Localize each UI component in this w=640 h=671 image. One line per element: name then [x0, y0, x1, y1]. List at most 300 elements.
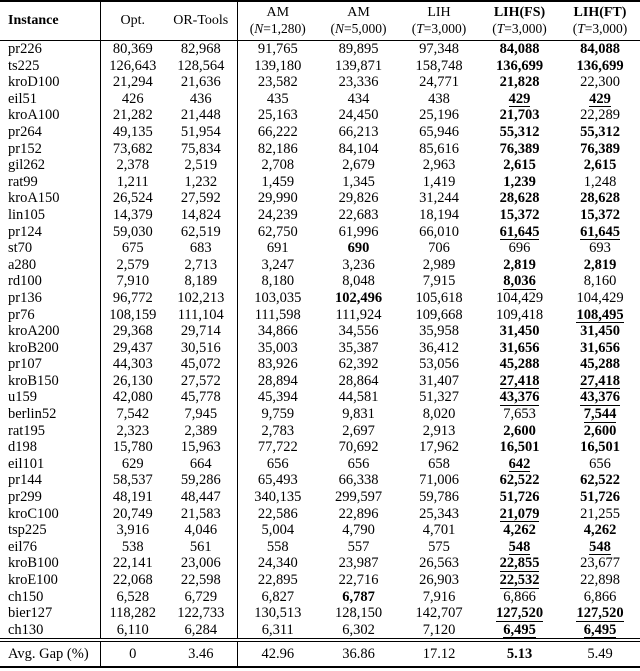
value: 17,962 [419, 439, 459, 456]
lih-fs-cell [479, 406, 560, 423]
value: 22,716 [338, 572, 379, 588]
am-n1280-cell [237, 522, 318, 539]
or-tools-cell [165, 273, 237, 290]
value: 118,282 [109, 605, 157, 622]
am-n5000-cell [318, 224, 399, 241]
value: 58,537 [112, 472, 153, 489]
or-tools-cell [165, 240, 237, 257]
value: 21,828 [499, 74, 540, 91]
am-n5000-cell [318, 74, 399, 91]
lih-ft-cell [560, 224, 640, 241]
value: 82,186 [257, 140, 298, 157]
value: 96,772 [112, 289, 153, 306]
value: 136,699 [495, 57, 544, 74]
opt-cell [100, 107, 165, 124]
value: 31,244 [419, 190, 459, 207]
table-row-pr144 [0, 472, 640, 489]
or-tools-cell [165, 141, 237, 158]
lih-cell [399, 207, 479, 224]
value: 2,989 [422, 256, 456, 273]
am-n1280-cell [237, 423, 318, 440]
value: 2,708 [261, 157, 295, 174]
table-row-gil262 [0, 157, 640, 174]
value: 8,048 [342, 273, 375, 290]
value: 21,703 [499, 107, 540, 124]
value: 7,945 [184, 406, 218, 423]
or-tools-cell [165, 589, 237, 606]
table-row-d198 [0, 439, 640, 456]
value: 29,714 [180, 323, 221, 340]
value: 127,520 [495, 605, 544, 622]
lih-cell [399, 622, 479, 639]
lih-cell [399, 240, 479, 257]
lih-ft-cell [560, 207, 640, 224]
value: 7,910 [116, 273, 150, 290]
am-n5000-cell [318, 307, 399, 324]
value: 9,831 [342, 406, 375, 423]
or-tools-cell [165, 506, 237, 523]
or-tools-cell [165, 472, 237, 489]
col-header-label: AM [266, 5, 290, 20]
or-tools-cell [165, 406, 237, 423]
value: 84,104 [338, 140, 379, 157]
opt-cell [100, 58, 165, 75]
table-row-rat195 [0, 423, 640, 440]
value: 97,348 [419, 41, 459, 57]
value: 6,284 [184, 621, 218, 638]
value: 22,895 [257, 572, 298, 588]
opt-cell [100, 141, 165, 158]
value: 27,592 [180, 190, 221, 207]
value: 4,701 [422, 522, 456, 539]
lih-cell [399, 356, 479, 373]
value: 28,894 [257, 372, 298, 389]
table-row-pr264 [0, 124, 640, 141]
value: 5.49 [587, 646, 613, 663]
instance-cell: kroB150 [0, 373, 100, 390]
instance-cell: pr124 [0, 224, 100, 241]
lih-cell [399, 340, 479, 357]
instance-cell: ch150 [0, 589, 100, 606]
col-header-param: (N=1,280) [249, 21, 306, 36]
value: 7,916 [422, 588, 456, 605]
am-n1280-cell [237, 257, 318, 274]
opt-cell [100, 124, 165, 141]
am-n5000-cell [318, 439, 399, 456]
value: 51,726 [499, 489, 540, 506]
value: 84,088 [499, 41, 540, 57]
instance-cell: pr152 [0, 141, 100, 158]
lih-cell [399, 406, 479, 423]
opt-cell [100, 489, 165, 506]
value: 9,759 [261, 406, 295, 423]
value: 664 [189, 455, 212, 472]
opt-cell [100, 207, 165, 224]
value: 21,282 [112, 107, 153, 124]
value: 29,368 [112, 323, 153, 340]
instance-cell: pr107 [0, 356, 100, 373]
col-header-label: LIH(FS) [493, 5, 546, 20]
table-row-kroB150 [0, 373, 640, 390]
value: 3,236 [342, 256, 375, 273]
table-row-eil51 [0, 91, 640, 108]
value: 1,232 [184, 173, 218, 190]
or-tools-cell [165, 157, 237, 174]
opt-cell [100, 307, 165, 324]
value: 548 [508, 538, 531, 555]
value: 55,312 [580, 123, 620, 140]
value: 22,586 [257, 505, 298, 522]
value: 103,035 [254, 289, 302, 306]
lih-ft-cell [560, 572, 640, 589]
value: 429 [508, 90, 531, 107]
value: 24,340 [257, 555, 298, 572]
lih-fs-cell [479, 389, 560, 406]
lih-fs-cell [479, 257, 560, 274]
am-n1280-cell [237, 174, 318, 191]
opt-cell [100, 589, 165, 606]
value: 62,392 [338, 356, 379, 373]
or-tools-cell [165, 439, 237, 456]
am-n5000-cell [318, 539, 399, 556]
am-n1280-cell [237, 555, 318, 572]
opt-cell [100, 389, 165, 406]
value: 557 [347, 538, 370, 555]
value: 36.86 [342, 646, 375, 663]
lih-fs-cell [479, 439, 560, 456]
lih-ft-cell [560, 356, 640, 373]
am-n1280-cell [237, 41, 318, 58]
instance-cell: pr144 [0, 472, 100, 489]
value: 122,733 [177, 605, 225, 622]
lih-ft-cell [560, 157, 640, 174]
lih-avg-gap-cell [399, 642, 479, 668]
value: 44,581 [338, 389, 379, 406]
instance-cell: kroC100 [0, 506, 100, 523]
value: 548 [589, 538, 611, 555]
value: 2,615 [583, 157, 617, 174]
col-header-label: AM [347, 5, 370, 20]
col-header-opt [100, 1, 165, 41]
or-tools-cell [165, 423, 237, 440]
value: 656 [266, 455, 289, 472]
value: 31,450 [580, 323, 620, 340]
table-footer [0, 639, 640, 668]
lih-ft-cell [560, 605, 640, 622]
col-header-am-n1280 [237, 1, 318, 41]
lih-cell [399, 107, 479, 124]
instance-cell: eil101 [0, 456, 100, 473]
value: 29,990 [257, 190, 298, 207]
lih-fs-cell [479, 224, 560, 241]
value: 109,668 [415, 306, 463, 323]
table-row-eil76 [0, 539, 640, 556]
lih-fs-cell [479, 190, 560, 207]
lih-fs-avg-gap-cell [479, 642, 560, 668]
instance-cell: berlin52 [0, 406, 100, 423]
lih-fs-cell [479, 489, 560, 506]
value: 435 [266, 90, 289, 107]
opt-cell [100, 240, 165, 257]
am-n1280-cell [237, 58, 318, 75]
value: 5.13 [506, 646, 533, 663]
am-n5000-cell [318, 506, 399, 523]
value: 426 [121, 90, 144, 107]
table-row-st70 [0, 240, 640, 257]
col-header-param: (T=3,000) [411, 21, 467, 36]
col-header-or-tools [165, 1, 237, 41]
table-row-rd100 [0, 273, 640, 290]
instance-cell: a280 [0, 257, 100, 274]
value: 26,563 [419, 555, 459, 572]
value: 22,300 [580, 74, 620, 91]
or-tools-cell [165, 174, 237, 191]
lih-fs-cell [479, 107, 560, 124]
table-header [0, 1, 640, 41]
am-n1280-cell [237, 472, 318, 489]
or-tools-cell [165, 307, 237, 324]
table-row-kroA200 [0, 323, 640, 340]
or-tools-cell [165, 539, 237, 556]
value: 26,524 [112, 190, 153, 207]
lih-cell [399, 605, 479, 622]
value: 1,248 [583, 173, 617, 190]
lih-ft-cell [560, 174, 640, 191]
am-n1280-cell [237, 290, 318, 307]
instance-cell: eil51 [0, 91, 100, 108]
value: 14,379 [112, 206, 153, 223]
lih-fs-cell [479, 273, 560, 290]
table-row-bier127 [0, 605, 640, 622]
value: 108,495 [576, 306, 624, 323]
opt-cell [100, 190, 165, 207]
opt-cell [100, 356, 165, 373]
value: 2,963 [422, 157, 456, 174]
table-body [0, 41, 640, 639]
instance-cell: tsp225 [0, 522, 100, 539]
opt-cell [100, 539, 165, 556]
col-header-label: Instance [8, 12, 59, 28]
table-row-a280 [0, 257, 640, 274]
lih-cell [399, 141, 479, 158]
value: 29,437 [112, 339, 153, 356]
value: 6,311 [261, 621, 294, 638]
value: 139,871 [334, 57, 383, 74]
value: 683 [189, 240, 212, 257]
value: 70,692 [338, 439, 379, 456]
lih-ft-cell [560, 539, 640, 556]
value: 24,239 [257, 206, 298, 223]
lih-cell [399, 157, 479, 174]
lih-fs-cell [479, 58, 560, 75]
value: 2,819 [503, 256, 536, 273]
value: 6,866 [583, 588, 617, 605]
value: 136,699 [576, 57, 624, 74]
value: 42.96 [261, 646, 295, 663]
am-n5000-cell [318, 157, 399, 174]
am-n1280-cell [237, 589, 318, 606]
table-row-lin105 [0, 207, 640, 224]
am-n1280-cell [237, 572, 318, 589]
lih-cell [399, 456, 479, 473]
value: 21,294 [112, 74, 153, 91]
am-n1280-cell [237, 141, 318, 158]
opt-cell [100, 373, 165, 390]
lih-ft-cell [560, 107, 640, 124]
or-tools-cell [165, 489, 237, 506]
lih-ft-cell [560, 41, 640, 58]
or-tools-cell [165, 373, 237, 390]
value: 76,389 [499, 140, 540, 157]
opt-cell [100, 74, 165, 91]
value: 73,682 [112, 140, 153, 157]
value: 105,618 [415, 289, 463, 306]
or-tools-cell [165, 58, 237, 75]
opt-cell [100, 472, 165, 489]
lih-cell [399, 307, 479, 324]
value: 34,556 [338, 323, 379, 340]
lih-ft-cell [560, 439, 640, 456]
opt-cell [100, 273, 165, 290]
instance-cell: pr76 [0, 307, 100, 324]
value: 2,819 [583, 256, 617, 273]
lih-ft-cell [560, 472, 640, 489]
value: 55,312 [499, 123, 540, 140]
opt-cell [100, 406, 165, 423]
value: 31,407 [419, 372, 459, 389]
or-tools-cell [165, 124, 237, 141]
am-n5000-cell [318, 91, 399, 108]
value: 3,247 [261, 256, 295, 273]
table-row-kroB200 [0, 340, 640, 357]
lih-fs-cell [479, 157, 560, 174]
value: 35,958 [419, 323, 459, 340]
am-n1280-cell [237, 207, 318, 224]
value: 102,496 [334, 289, 383, 306]
table-row-pr226 [0, 41, 640, 58]
value: 2,615 [503, 157, 536, 174]
value: 142,707 [415, 605, 463, 622]
lih-cell [399, 224, 479, 241]
value: 45,288 [580, 356, 620, 373]
am-n5000-cell [318, 58, 399, 75]
value: 25,196 [419, 107, 459, 124]
opt-cell [100, 522, 165, 539]
value: 6,302 [342, 621, 375, 638]
or-tools-cell [165, 356, 237, 373]
am-n1280-cell [237, 224, 318, 241]
value: 24,450 [338, 107, 379, 124]
value: 23,987 [338, 555, 379, 572]
value: 45,072 [180, 356, 221, 373]
am-n1280-cell [237, 323, 318, 340]
value: 22,141 [112, 555, 153, 572]
instance-cell: kroA150 [0, 190, 100, 207]
value: 18,194 [419, 206, 459, 223]
table-row-eil101 [0, 456, 640, 473]
or-tools-cell [165, 207, 237, 224]
value: 1,459 [261, 173, 295, 190]
am-n1280-cell [237, 389, 318, 406]
value: 23,336 [338, 74, 379, 91]
table-row-kroB100 [0, 555, 640, 572]
value: 17.12 [422, 646, 456, 663]
value: 44,303 [112, 356, 153, 373]
opt-cell [100, 622, 165, 639]
value: 23,582 [257, 74, 298, 91]
opt-cell [100, 91, 165, 108]
am-n5000-cell [318, 174, 399, 191]
instance-cell: pr264 [0, 124, 100, 141]
value: 111,924 [335, 306, 382, 323]
am-n5000-cell [318, 141, 399, 158]
lih-ft-cell [560, 190, 640, 207]
value: 22,898 [580, 572, 620, 588]
opt-cell [100, 41, 165, 58]
value: 2,713 [184, 256, 218, 273]
or-tools-cell [165, 323, 237, 340]
value: 1,239 [503, 173, 536, 190]
value: 30,516 [180, 339, 221, 356]
opt-cell [100, 323, 165, 340]
value: 20,749 [112, 505, 153, 522]
instance-cell: kroA100 [0, 107, 100, 124]
value: 3,916 [116, 522, 150, 539]
value: 15,780 [112, 439, 153, 456]
col-header-param: (T=3,000) [572, 21, 628, 36]
am-n1280-cell [237, 190, 318, 207]
lih-ft-cell [560, 257, 640, 274]
value: 438 [428, 90, 450, 107]
lih-cell [399, 373, 479, 390]
value: 2,783 [261, 422, 295, 439]
am-n1280-cell [237, 240, 318, 257]
value: 21,636 [180, 74, 221, 91]
value: 71,006 [419, 472, 459, 489]
value: 84,088 [580, 41, 620, 57]
value: 675 [121, 240, 144, 257]
lih-ft-cell [560, 522, 640, 539]
am-n1280-cell [237, 456, 318, 473]
value: 436 [189, 90, 212, 107]
value: 706 [428, 240, 450, 257]
or-tools-cell [165, 340, 237, 357]
am-n5000-cell [318, 622, 399, 639]
or-tools-cell [165, 555, 237, 572]
lih-fs-cell [479, 522, 560, 539]
value: 21,583 [180, 505, 221, 522]
lih-cell [399, 472, 479, 489]
lih-cell [399, 58, 479, 75]
lih-cell [399, 439, 479, 456]
table-row-rat99 [0, 174, 640, 191]
value: 49,135 [112, 123, 153, 140]
lih-ft-cell [560, 141, 640, 158]
instance-cell: kroA200 [0, 323, 100, 340]
or-tools-cell [165, 41, 237, 58]
value: 6,827 [261, 588, 295, 605]
value: 66,222 [257, 123, 298, 140]
value: 31,656 [580, 339, 620, 356]
value: 127,520 [576, 605, 624, 622]
instance-cell: eil76 [0, 539, 100, 556]
value: 66,010 [419, 223, 459, 240]
value: 2,600 [583, 422, 617, 439]
value: 2,323 [116, 422, 150, 439]
am-n1280-cell [237, 124, 318, 141]
value: 8,020 [422, 406, 456, 423]
or-tools-cell [165, 290, 237, 307]
